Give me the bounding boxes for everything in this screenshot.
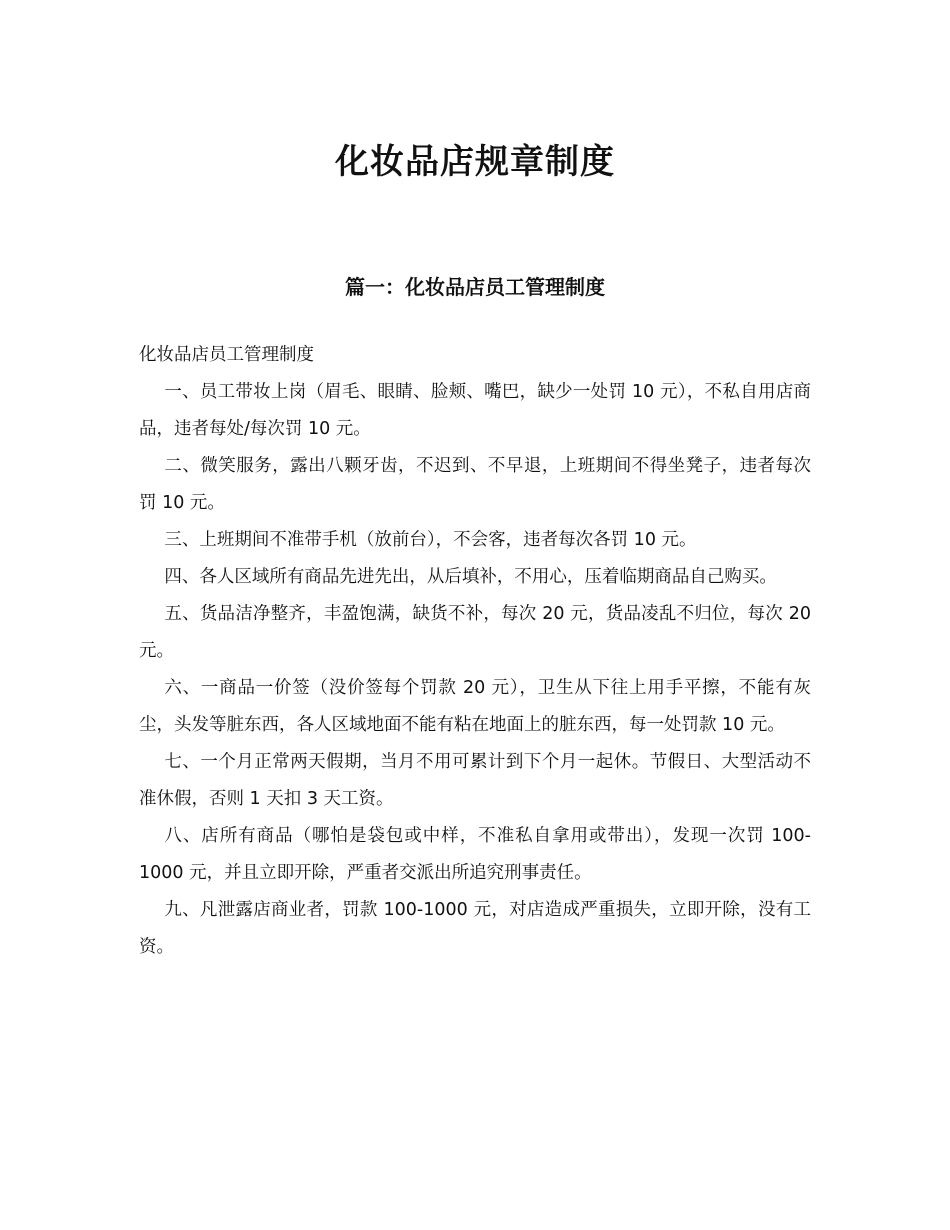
rule-paragraph-5: 五、货品洁净整齐，丰盈饱满，缺货不补，每次 20 元，货品凌乱不归位，每次 20 元。 <box>139 604 811 661</box>
document-body <box>139 337 811 966</box>
rule-paragraph-2: 二、微笑服务，露出八颗牙齿，不迟到、不早退，上班期间不得坐凳子，违者每次罚 10 元。 <box>139 456 811 513</box>
rule-paragraph-1: 一、员工带妆上岗（眉毛、眼睛、脸颊、嘴巴，缺少一处罚 10 元），不私自用店商品，违者每处/每次罚 10 元。 <box>139 382 811 439</box>
document-title: 化妆品店规章制度 <box>335 142 615 182</box>
rule-paragraph-9: 九、凡泄露店商业者，罚款 100-1000 元，对店造成严重损失，立即开除，没有工资。 <box>139 900 811 957</box>
rule-paragraph-3: 三、上班期间不准带手机（放前台），不会客，违者每次各罚 10 元。 <box>164 530 697 550</box>
body-subtitle: 化妆品店员工管理制度 <box>139 345 314 365</box>
rule-paragraph-6: 六、一商品一价签（没价签每个罚款 20 元），卫生从下往上用手平擦，不能有灰尘，头发等脏东西，各人区域地面不能有粘在地面上的脏东西，每一处罚款 10 元。 <box>139 678 811 735</box>
rule-paragraph-7: 七、一个月正常两天假期，当月不用可累计到下个月一起休。节假日、大型活动不准休假，否则 1 天扣 3 天工资。 <box>139 752 811 809</box>
rule-paragraph-4: 四、各人区域所有商品先进先出，从后填补，不用心，压着临期商品自己购买。 <box>164 567 777 587</box>
rule-paragraph-8: 八、店所有商品（哪怕是袋包或中样，不准私自拿用或带出），发现一次罚 100-1000 元，并且立即开除，严重者交派出所追究刑事责任。 <box>139 826 811 883</box>
section-heading: 篇一：化妆品店员工管理制度 <box>345 275 605 299</box>
